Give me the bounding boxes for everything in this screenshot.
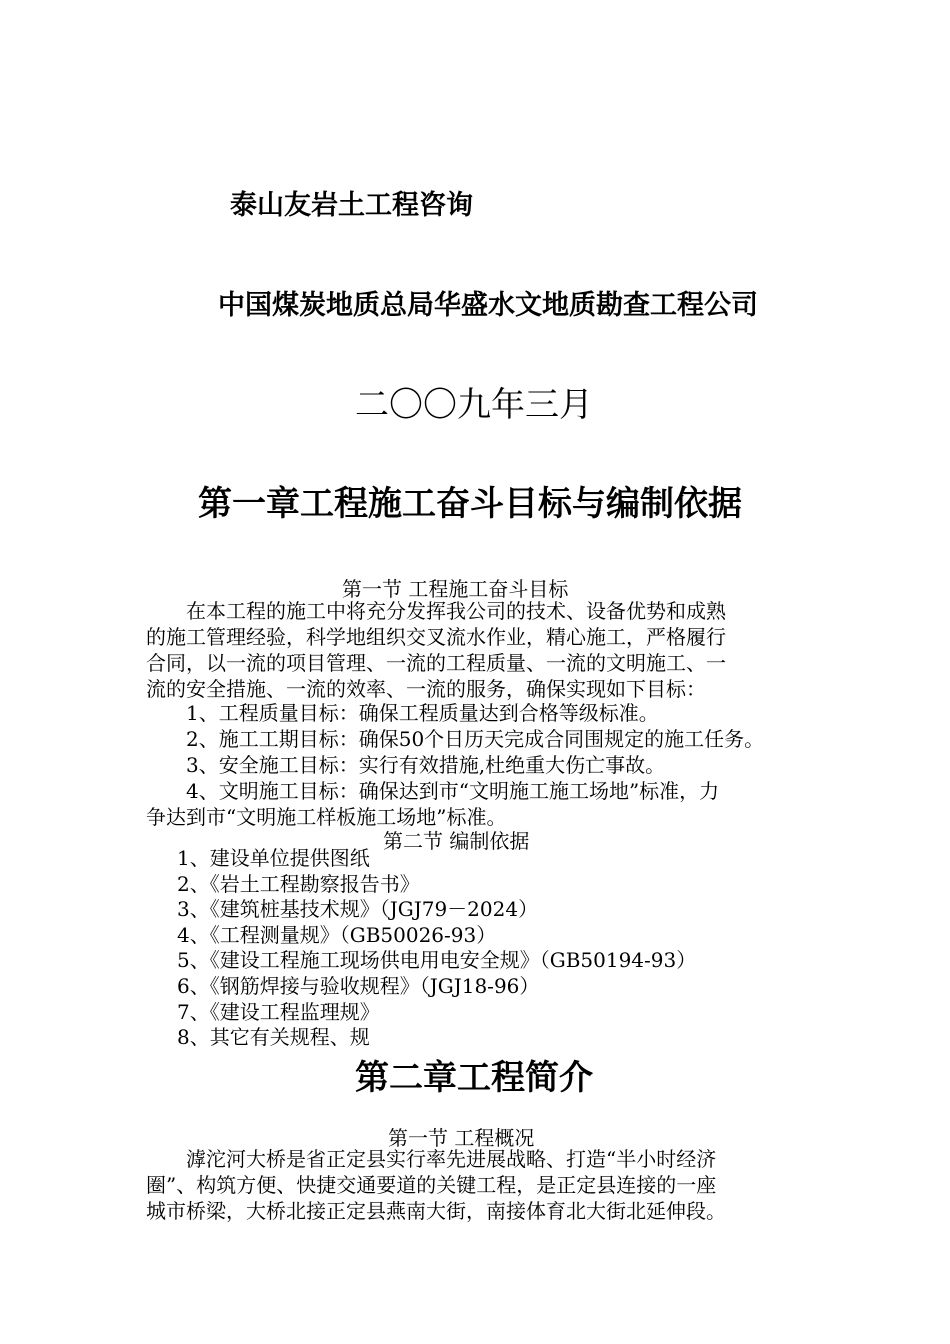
intro-line: 合同，以一流的项目管理、一流的工程质量、一流的文明施工、一 [146, 651, 726, 675]
list-item: 4、《工程测量规》（GB50026-93） [177, 922, 497, 947]
goal-item: 3、安全施工目标：实行有效措施,杜绝重大伤亡事故。 [186, 753, 666, 777]
overview-line: 城市桥梁，大桥北接正定县燕南大街，南接体育北大街北延伸段。 [146, 1199, 726, 1223]
list-item: 6、《钢筋焊接与验收规程》（JGJ18-96） [177, 973, 540, 998]
list-item: 1、建设单位提供图纸 [177, 846, 370, 870]
document-date: 二〇〇九年三月 [355, 385, 593, 425]
intro-line: 流的安全措施、一流的效率、一流的服务，确保实现如下目标： [146, 677, 706, 701]
list-item: 2、《岩土工程勘察报告书》 [177, 871, 420, 896]
list-item: 3、《建筑桩基技术规》（JGJ79－2024） [177, 897, 539, 922]
list-item: 8、其它有关规程、规 [177, 1025, 370, 1050]
goal-item-continued: 争达到市“文明施工样板施工场地”标准。 [146, 805, 507, 829]
company-name-line1: 泰山友岩土工程咨询 [230, 190, 473, 221]
goal-item: 2、施工工期目标：确保50个日历天完成合同围规定的施工任务。 [186, 727, 765, 751]
section1-title: 第一节 工程施工奋斗目标 [342, 577, 569, 601]
list-item: 5、《建设工程施工现场供电用电安全规》（GB50194-93） [177, 948, 697, 973]
overview-line: 圈”、构筑方便、快捷交通要道的关键工程，是正定县连接的一座 [146, 1173, 717, 1197]
project-overview [146, 1146, 816, 1224]
section1-goals [146, 700, 816, 830]
intro-line: 的施工管理经验，科学地组织交叉流水作业，精心施工，严格履行 [146, 625, 726, 649]
goal-item: 4、文明施工目标：确保达到市“文明施工施工场地”标准，力 [186, 779, 720, 803]
section1-intro [146, 598, 816, 702]
chapter2-section1-title: 第一节 工程概况 [388, 1126, 535, 1150]
intro-line: 在本工程的施工中将充分发挥我公司的技术、设备优势和成熟 [186, 599, 726, 623]
basis-list [177, 846, 696, 1051]
overview-line: 滹沱河大桥是省正定县实行率先进展战略、打造“半小时经济 [186, 1147, 717, 1171]
chapter2-title: 第二章工程简介 [355, 1058, 593, 1098]
company-name-line2: 中国煤炭地质总局华盛水文地质勘查工程公司 [218, 290, 758, 321]
chapter1-title: 第一章工程施工奋斗目标与编制依据 [198, 484, 742, 524]
list-item: 7、《建设工程监理规》 [177, 999, 380, 1024]
goal-item: 1、工程质量目标：确保工程质量达到合格等级标准。 [186, 701, 659, 725]
section2-title: 第二节 编制依据 [383, 829, 530, 853]
